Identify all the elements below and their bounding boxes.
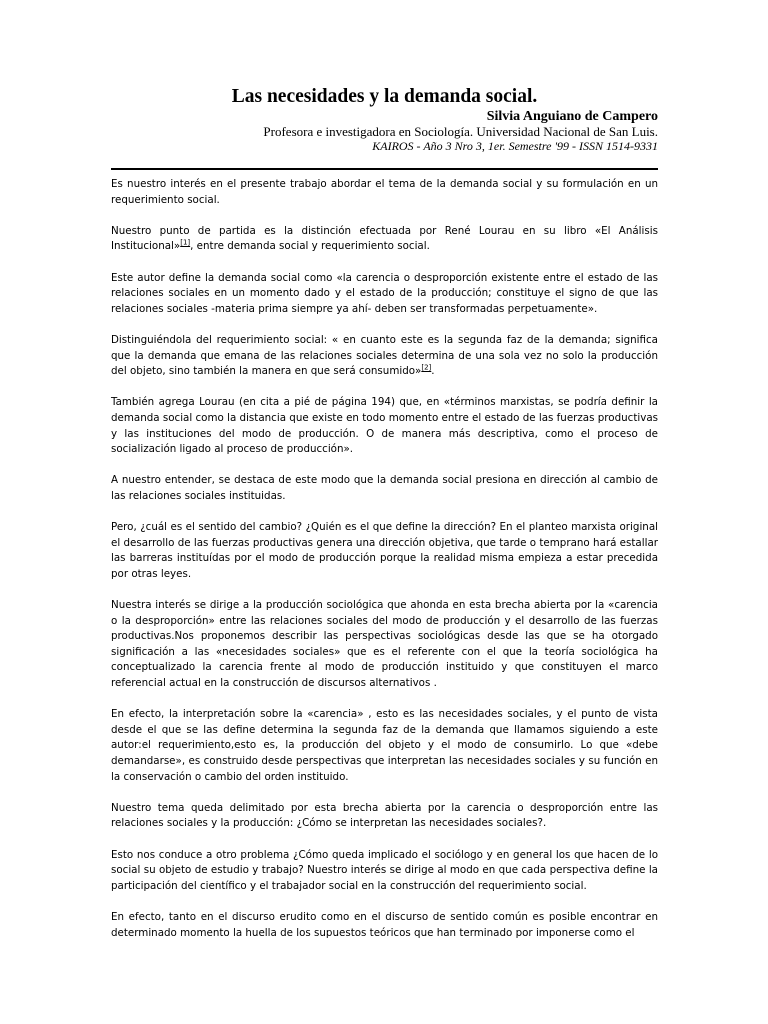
paragraph xyxy=(111,333,658,380)
paragraph: Es nuestro interés en el presente trabajo abordar el tema de la demanda social y su formulación en un requerimiento social. xyxy=(111,178,658,206)
header-divider xyxy=(111,168,658,170)
paragraph: Esto nos conduce a otro problema ¿Cómo queda implicado el sociólogo y en general los que hacen de lo social su objeto de estudio y trabajo? Nuestro interés se dirige al modo en que cada perspectiva define la participación del científico y el trabajador social en la construcción del requerimiento social. xyxy=(111,848,658,892)
footnote-link-2[interactable]: [2] xyxy=(421,363,432,372)
paragraph-text: Nuestro punto de partida es la distinción efectuada por René Lourau en su libro «El Análisis Institucional» xyxy=(111,224,658,253)
paragraph-text: , entre demanda social y requerimiento social. xyxy=(190,240,430,253)
author-affiliation: Profesora e investigadora en Sociología. Universidad Nacional de San Luis. xyxy=(263,124,658,139)
paragraph: Pero, ¿cuál es el sentido del cambio? ¿Quién es el que define la dirección? En el planteo marxista original el desarrollo de las fuerzas productivas genera una dirección objetiva, que tarde o temprano hará estallar las barreras instituídas por el modo de producción porque la realidad misma empieza a estar precedida por otras leyes. xyxy=(111,521,658,580)
paragraph: Este autor define la demanda social como «la carencia o desproporción existente entre el estado de las relaciones sociales en un momento dado y el estado de la producción; constituye el signo de que las relaciones sociales -materia prima siempre ya ahí- deben ser transformadas perpetuamente». xyxy=(111,271,658,315)
document-page xyxy=(111,86,658,957)
paragraph: Nuestra interés se dirige a la producción sociológica que ahonda en esta brecha abierta por la «carencia o la desproporción» entre las relaciones sociales del modo de producción y el desarrollo de las fuerzas productivas.Nos proponemos describir las perspectivas sociológicas desde las que se ha otorgado significación a las «necesidades sociales» que es el referente con el que la teoría sociológica ha conceptualizado la carencia frente al modo de producción instituido y que constituyen el marco referencial actual en la construcción de discursos alternativos . xyxy=(111,599,658,689)
paragraph: A nuestro entender, se destaca de este modo que la demanda social presiona en dirección al cambio de las relaciones sociales instituidas. xyxy=(111,474,658,502)
paragraph-text: Distinguiéndola del requerimiento social: « en cuanto este es la segunda faz de la demanda; significa que la demanda que emana de las relaciones sociales determina de una sola vez no solo la producción del objeto, sino también la manera en que será consumido» xyxy=(111,333,658,378)
article-title: Las necesidades y la demanda social. xyxy=(231,86,538,107)
paragraph: En efecto, la interpretación sobre la «carencia» , esto es las necesidades sociales, y el punto de vista desde el que se las define determina la segunda faz de la demanda que llamamos siguiendo a este autor:el requerimiento,esto es, la producción del objeto y el modo de consumirlo. Lo que «debe demandarse», es construido desde perspectivas que interpretan las necesidades sociales y su función en la conservación o cambio del orden instituido. xyxy=(111,708,658,783)
paragraph: También agrega Lourau (en cita a pié de página 194) que, en «términos marxistas, se podría definir la demanda social como la distancia que existe en todo momento entre el estado de las fuerzas productivas y las instituciones del modo de producción. O de manera más descriptiva, como el proceso de socialización ligado al proceso de producción». xyxy=(111,396,658,456)
paragraph-text: . xyxy=(431,365,435,378)
journal-citation: KAIROS - Año 3 Nro 3, 1er. Semestre '99 - ISSN 1514-9331 xyxy=(372,139,658,153)
footnote-link-1[interactable]: [1] xyxy=(180,238,191,247)
paragraph: En efecto, tanto en el discurso erudito como en el discurso de sentido común es posible encontrar en determinado momento la huella de los supuestos teóricos que han terminado por imponerse como el xyxy=(111,910,658,939)
article-body xyxy=(111,177,658,941)
paragraph: Nuestro tema queda delimitado por esta brecha abierta por la carencia o desproporción entre las relaciones sociales y la producción: ¿Cómo se interpretan las necesidades sociales?. xyxy=(111,801,658,830)
author-name: Silvia Anguiano de Campero xyxy=(486,109,658,124)
article-header-meta xyxy=(111,109,658,154)
paragraph xyxy=(111,224,658,255)
